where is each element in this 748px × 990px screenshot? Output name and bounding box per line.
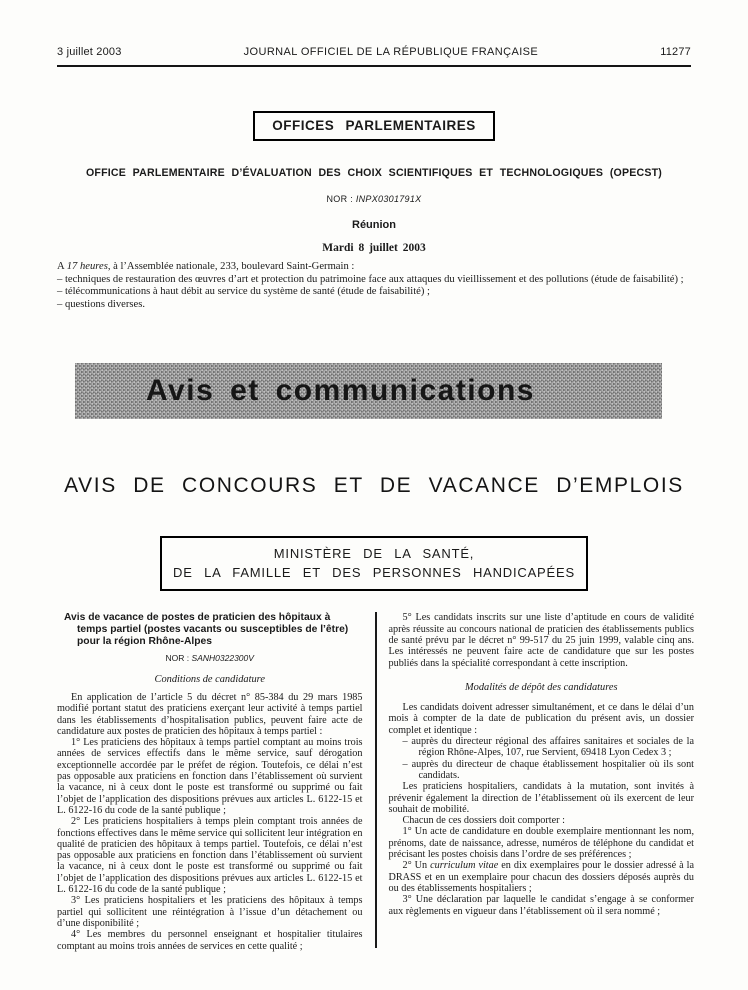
intro-rest: , à l’Assemblée nationale, 233, boulevard Saint-Germain : — [107, 261, 355, 272]
conditions-heading: Conditions de candidature — [154, 673, 265, 685]
avis-communications-banner — [75, 363, 662, 419]
notice-nor-line — [57, 653, 363, 664]
meeting-intro-line — [57, 261, 691, 274]
meeting-agenda-block — [57, 261, 691, 311]
intro-prefix: A — [57, 261, 67, 272]
notice-columns — [57, 612, 694, 951]
offices-box-wrap — [0, 111, 748, 141]
ministry-line-2: DE LA FAMILLE ET DES PERSONNES HANDICAPÉES — [173, 565, 575, 581]
paragraph: Les candidats doivent adresser simultanément, et ce dans le délai d’un mois à compter de la date de publication du présent avis, un dossier complet et identique : — [388, 702, 694, 736]
paragraph-prefix: 2° Un — [402, 860, 431, 872]
notice-title: Avis de vacance de postes de praticien des hôpitaux à temps partiel (postes vacants ou susceptibles de l’être) pour la région Rhône-Alpes — [64, 612, 349, 648]
journal-title: JOURNAL OFFICIEL DE LA RÉPUBLIQUE FRANÇAISE — [243, 46, 539, 58]
paragraph: 3° Une déclaration par laquelle le candidat s’engage à se conformer aux règlements en vigueur dans l’établissement où il sera nommé ; — [388, 894, 694, 917]
paragraph: 2° Les praticiens hospitaliers à temps plein comptant trois années de fonctions effectives dans le même service qui sollicitent leur intégration en qualité de praticien des hôpitaux à temps partiel. Toutefois, ce délai n’est pas opposable aux praticiens en fonction dans l’établissement où survient la vacance, ni à ceux dont le poste est transformé ou supprimé ou fait l’objet de l’application des dispositions prévues aux articles L. 6122-15 et L. 6122-16 du code de la santé publique ; — [57, 816, 363, 896]
paragraph: 1° Les praticiens des hôpitaux à temps partiel comptant au moins trois années de services effectifs dans le même service, sauf dérogation exceptionnelle accordée par le préfet de région. Toutefois, ce délai n’est pas opposable aux praticiens en fonction dans l’établissement où survient la vacance, ni à ceux dont le poste est transformé ou supprimé ou fait l’objet de l’application des dispositions prévues aux articles L. 6122-15 et L. 6122-16 du code de la santé publique ; — [57, 737, 363, 816]
nor-value: SANH0322300V — [191, 653, 254, 664]
right-column — [389, 612, 695, 951]
intro-time: 17 heures — [66, 261, 108, 272]
paragraph: En application de l’article 5 du décret n° 85-384 du 29 mars 1985 modifié portant statut des praticiens exerçant leur activité à temps partiel dans les établissements d’hospitalisation publics, peuvent faire acte de candidature aux postes de praticien des hôpitaux à temps partiel : — [57, 691, 363, 737]
curriculum-vitae-italic: curriculum vitae — [430, 860, 499, 872]
paragraph: Chacun de ces dossiers doit comporter : — [402, 815, 565, 827]
agenda-item: – techniques de restauration des œuvres d’art et protection du patrimoine face aux attaques du vieillissement et des pollutions (étude de faisabilité) ; — [57, 273, 684, 285]
header-date: 3 juillet 2003 — [57, 46, 122, 58]
paragraph-rest: en dix exemplaires pour le dossier adressé à la DRASS et en un exemplaire pour chacun des dossiers déposés auprès du ou des établissements hospitaliers ; — [388, 860, 694, 894]
paragraph: 1° Un acte de candidature en double exemplaire mentionnant les nom, prénoms, date de naissance, adresse, numéros de téléphone du candidat et précisant les postes choisis dans l’ordre de ses préférences ; — [388, 826, 694, 861]
banner-title: Avis et communications — [146, 374, 535, 408]
meeting-date: Mardi 8 juillet 2003 — [322, 242, 426, 254]
opecst-heading: OFFICE PARLEMENTAIRE D’ÉVALUATION DES CHOIX SCIENTIFIQUES ET TECHNOLOGIQUES (OPECST) — [85, 167, 663, 179]
paragraph: Les praticiens hospitaliers, candidats à la mutation, sont invités à prévenir également la direction de l’établissement où ils exercent de leur souhait de mobilité. — [388, 781, 694, 815]
agenda-item: – télécommunications à haut débit au service du système de santé (étude de faisabilité) ; — [57, 286, 431, 298]
dash-list-item: – auprès du directeur régional des affaires sanitaires et sociales de la région Rhône-Alpes, 107, rue Servient, 69418 Lyon Cedex 3 ; — [402, 736, 694, 759]
modalites-heading: Modalités de dépôt des candidatures — [464, 681, 618, 693]
meeting-label: Réunion — [352, 219, 396, 231]
header-rule — [57, 65, 691, 67]
left-column — [57, 612, 363, 951]
column-divider-cell — [363, 612, 389, 951]
column-divider — [375, 612, 377, 948]
agenda-item: – questions diverses. — [57, 298, 145, 310]
paragraph: 5° Les candidats inscrits sur une liste d’aptitude en cours de validité après réussite au concours national de praticien des établissements publics de santé prévu par le décret n° 99-517 du 25 juin 1999, valable cinq ans. Les intéressés ne peuvent faire acte de candidature que sur les postes publiés dans la spécialité correspondant à cette inscription. — [388, 612, 694, 669]
nor-label: NOR : — [326, 194, 354, 204]
nor-label: NOR : — [165, 653, 190, 664]
opecst-nor-line — [0, 194, 748, 204]
ministry-line-1: MINISTÈRE DE LA SANTÉ, — [273, 546, 475, 562]
header-page-number: 11277 — [660, 46, 691, 58]
page-header — [57, 46, 691, 58]
paragraph: 3° Les praticiens hospitaliers et les praticiens des hôpitaux à temps partiel qui sollicitent une réintégration à l’issue d’un détachement ou d’une disponibilité ; — [57, 895, 363, 929]
ministry-box — [160, 536, 588, 591]
dash-list-item: – auprès du directeur de chaque établissement hospitalier où ils sont candidats. — [402, 758, 694, 781]
paragraph: 4° Les membres du personnel enseignant et hospitalier titulaires comptant au moins trois années de services en cette qualité ; — [57, 929, 363, 952]
paragraph — [389, 860, 695, 894]
nor-value: INPX0301791X — [355, 194, 422, 204]
section-title: AVIS DE CONCOURS ET DE VACANCE D’EMPLOIS — [64, 474, 684, 498]
offices-box-title: OFFICES PARLEMENTAIRES — [253, 111, 495, 141]
